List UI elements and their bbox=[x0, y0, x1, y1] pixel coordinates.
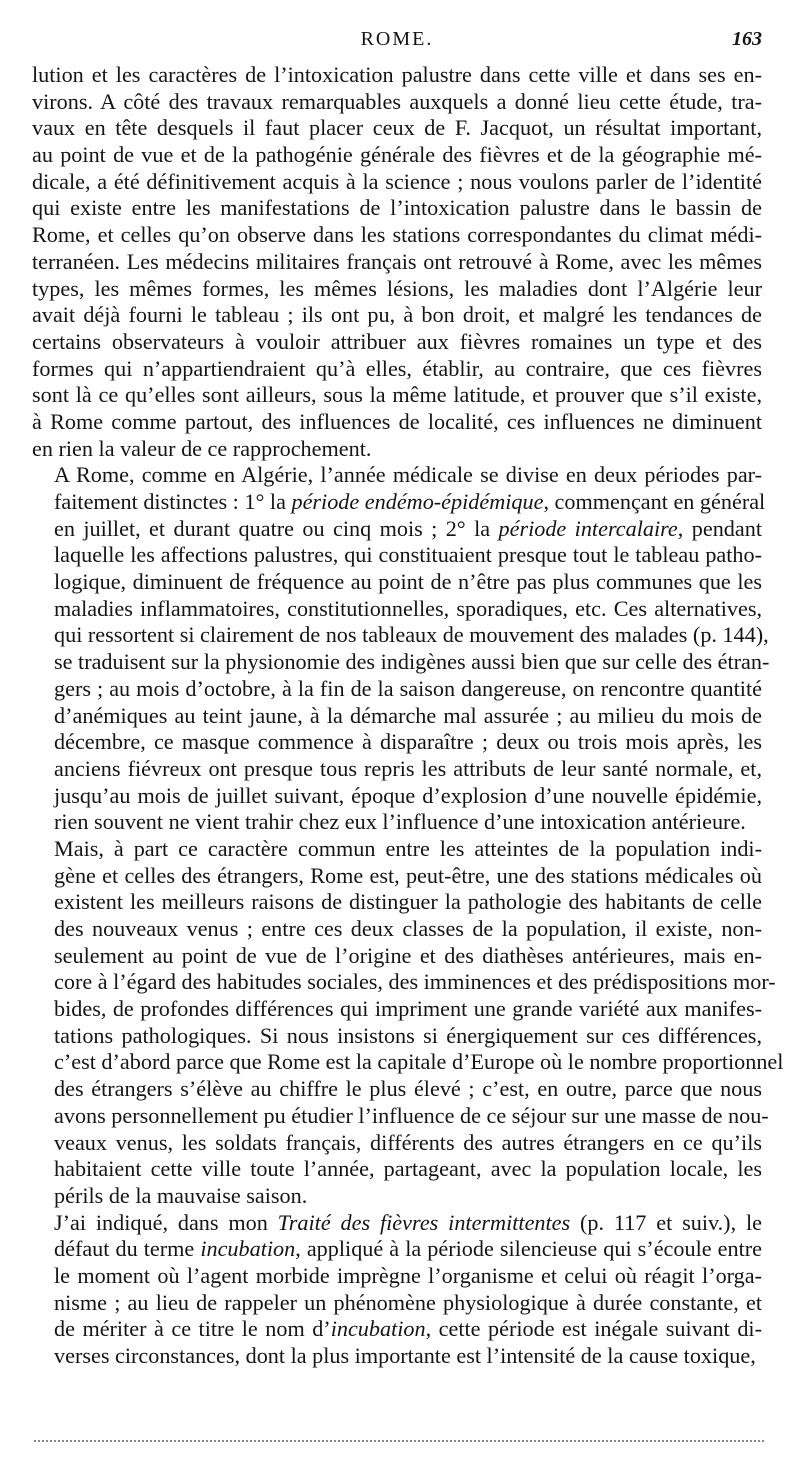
text-line: bides, de profondes différences qui impriment une grande variété aux manifes- bbox=[54, 996, 762, 1022]
text-line: virons. A côté des travaux remarquables auxquels a donné lieu cette étude, tra- bbox=[32, 88, 762, 114]
text-line: dicale, a été définitivement acquis à la science ; nous voulons parler de l’identité bbox=[32, 168, 762, 194]
text-line: verses circonstances, dont la plus importante est l’intensité de la cause toxique, bbox=[54, 1343, 756, 1368]
text-line: seulement au point de vue de l’origine et des diathèses antérieures, mais en- bbox=[54, 942, 762, 968]
text-line: au point de vue et de la pathogénie générale des fièvres et de la géographie mé- bbox=[32, 142, 762, 168]
page-number: 163 bbox=[732, 28, 762, 50]
text-line: core à l’égard des habitudes sociales, des imminences et des prédispositions mor- bbox=[54, 969, 776, 995]
running-head-title: ROME. bbox=[360, 28, 434, 50]
text-line: en juillet, et durant quatre ou cinq mois ; 2° la période intercalaire, pendant bbox=[54, 515, 762, 541]
text-line: jusqu’au mois de juillet suivant, époque d’explosion d’une nouvelle épidémie, bbox=[54, 782, 762, 808]
text-line: gène et celles des étrangers, Rome est, peut-être, une des stations médicales où bbox=[54, 862, 762, 888]
footer-dotted-rule bbox=[34, 1440, 764, 1442]
text-line: logique, diminuent de fréquence au point de n’être pas plus communes que les bbox=[54, 569, 762, 595]
text-line: rien souvent ne vient trahir chez eux l’influence d’une intoxication antérieure. bbox=[54, 809, 746, 835]
text-line: Rome, et celles qu’on observe dans les stations correspondantes du climat médi- bbox=[32, 222, 762, 248]
text-line: défaut du terme incubation, appliqué à la période silencieuse qui s’écoule entre bbox=[54, 1236, 762, 1262]
text-line: anciens fiévreux ont presque tous repris les attributs de leur santé normale, et, bbox=[54, 755, 762, 781]
paragraph bbox=[32, 462, 770, 836]
text-line: d’anémiques au teint jaune, à la démarche mal assurée ; au milieu du mois de bbox=[54, 702, 762, 728]
text-line: certains observateurs à vouloir attribuer aux fièvres romaines un type et des bbox=[32, 328, 762, 354]
body-text bbox=[32, 62, 784, 1370]
text-line: à Rome comme partout, des influences de localité, ces influences ne diminuent bbox=[32, 408, 762, 434]
paragraph bbox=[32, 835, 784, 1210]
text-line: décembre, ce masque commence à disparaître ; deux ou trois mois après, les bbox=[54, 729, 762, 755]
text-line: Mais, à part ce caractère commun entre les atteintes de la population indi- bbox=[54, 835, 762, 861]
text-line: avait déjà fourni le tableau ; ils ont pu, à bon droit, et malgré les tendances de bbox=[32, 302, 762, 328]
text-line: des étrangers s’élève au chiffre le plus élevé ; c’est, en outre, parce que nous bbox=[54, 1076, 762, 1102]
text-line: tations pathologiques. Si nous insistons si énergiquement sur ces différences, bbox=[54, 1022, 762, 1048]
text-line: existent les meilleurs raisons de distinguer la pathologie des habitants de celle bbox=[54, 889, 762, 915]
text-line: veaux venus, les soldats français, différents des autres étrangers en ce qu’ils bbox=[54, 1129, 762, 1155]
text-line: le moment où l’agent morbide imprègne l’organisme et celui où réagit l’orga- bbox=[54, 1262, 762, 1288]
text-line: qui existe entre les manifestations de l’intoxication palustre dans le bassin de bbox=[32, 195, 762, 221]
text-line: habitaient cette ville toute l’année, partageant, avec la population locale, les bbox=[54, 1156, 762, 1182]
text-line: sont là ce qu’elles sont ailleurs, sous la même latitude, et prouver que s’il existe, bbox=[32, 382, 762, 408]
text-line: types, les mêmes formes, les mêmes lésions, les maladies dont l’Algérie leur bbox=[32, 275, 762, 301]
text-line: formes qui n’appartiendraient qu’à elles, établir, au contraire, que ces fièvres bbox=[32, 355, 762, 381]
paragraph bbox=[32, 1210, 762, 1370]
text-line: en rien la valeur de ce rapprochement. bbox=[32, 435, 372, 461]
text-line: J’ai indiqué, dans mon Traité des fièvres intermittentes (p. 117 et suiv.), le bbox=[54, 1209, 762, 1235]
text-line: gers ; au mois d’octobre, à la fin de la saison dangereuse, on rencontre quantité bbox=[54, 675, 762, 701]
text-line: de mériter à ce titre le nom d’incubation, cette période est inégale suivant di- bbox=[54, 1316, 762, 1342]
text-line: c’est d’abord parce que Rome est la capitale d’Europe où le nombre proportionnel bbox=[54, 1049, 784, 1075]
text-line: faitement distinctes : 1° la période endémo-épidémique, commençant en général bbox=[54, 489, 766, 514]
text-line: périls de la mauvaise saison. bbox=[54, 1182, 308, 1208]
paragraph bbox=[32, 62, 762, 462]
text-line: des nouveaux venus ; entre ces deux classes de la population, il existe, non- bbox=[54, 916, 762, 941]
text-line: vaux en tête desquels il faut placer ceux de F. Jacquot, un résultat important, bbox=[32, 115, 762, 141]
text-line: A Rome, comme en Algérie, l’année médicale se divise en deux périodes par- bbox=[54, 462, 762, 488]
text-line: qui ressortent si clairement de nos tableaux de mouvement des malades (p. 144), bbox=[54, 622, 769, 648]
text-line: terranéen. Les médecins militaires français ont retrouvé à Rome, avec les mêmes bbox=[32, 248, 762, 274]
running-head bbox=[32, 28, 762, 54]
text-line: laquelle les affections palustres, qui constituaient presque tout le tableau patho- bbox=[54, 542, 762, 568]
text-line: lution et les caractères de l’intoxication palustre dans cette ville et dans ses en- bbox=[32, 62, 762, 87]
text-line: nisme ; au lieu de rappeler un phénomène physiologique à durée constante, et bbox=[54, 1289, 762, 1315]
text-line: se traduisent sur la physionomie des indigènes aussi bien que sur celle des étran- bbox=[54, 649, 770, 675]
text-line: avons personnellement pu étudier l’influence de ce séjour sur une masse de nou- bbox=[54, 1102, 769, 1128]
text-line: maladies inflammatoires, constitutionnelles, sporadiques, etc. Ces alternatives, bbox=[54, 595, 762, 621]
